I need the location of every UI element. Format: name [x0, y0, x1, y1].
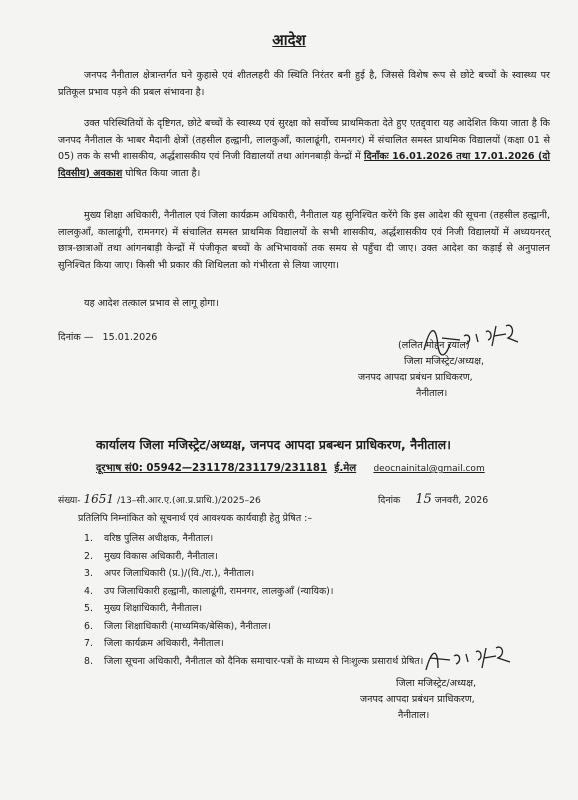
list-item: 5. मुख्य शिक्षाधिकारी, नैनीताल।: [84, 603, 203, 614]
order-paragraph-2: [58, 116, 550, 182]
email-address: deocnainital@gmail.com: [373, 464, 485, 474]
list-item: 2. मुख्य विकास अधिकारी, नैनीताल।: [84, 550, 218, 562]
list-item: 8. जिला सूचना अधिकारी, नैनीताल को दैनिक समाचार-पत्रों के माध्यम से निःशुल्क प्रसारार्थ प्रेषित।: [84, 655, 424, 667]
reference-handwritten-number: 1651: [83, 492, 115, 506]
order-date: [58, 330, 157, 343]
copy-to-line: प्रतिलिपि निम्नांकित को सूचनार्थ एवं आवश्यक कार्यवाही हेतु प्रेषित :–: [78, 513, 313, 524]
endorsement-signatory-designation: जिला मजिस्ट्रेट/अध्यक्ष,: [396, 678, 477, 689]
holiday-dates-emphasis: दिनाँकः 16.01.2026 तथा 17.01.2026 (दो दिवसीय) अवकाश: [58, 151, 550, 179]
order-date-label: दिनांक: [58, 332, 81, 343]
paragraph-2-end: घोषित किया जाता है।: [122, 167, 201, 179]
order-signature-block: [340, 338, 520, 402]
office-heading: कार्यालय जिला मजिस्ट्रेट/अध्यक्ष, जनपद आपदा प्रबन्धन प्राधिकरण, नैनीताल।: [96, 437, 452, 452]
contact-line: [96, 460, 485, 474]
list-item: 4. उप जिलाधिकारी हल्द्वानी, कालाढूंगी, रामनगर, लालकुआँ (न्यायिक)।: [84, 585, 334, 597]
order-paragraph-4: यह आदेश तत्काल प्रभाव से लागू होगा।: [84, 298, 219, 309]
list-item: 7. जिला कार्यक्रम अधिकारी, नैनीताल।: [84, 638, 224, 649]
endorsement-date: [378, 492, 488, 507]
endorsement-date-day: 15: [415, 492, 432, 507]
recipient-list: [84, 530, 423, 670]
reference-prefix: संख्या-: [58, 495, 81, 506]
paragraph-2-start: उक्त परिस्थितियों के दृष्टिगत, छोटे बच्चों के स्वास्थ्य एवं सुरक्षा को सर्वोच्च प्राथमिकता देते हुए एतद्द्वारा यह आदेशित किया जाता है कि जनपद नैनीताल के भाबर मैदानी क्षेत्रों (तहसील हल्द्वानी, लालकुआँ, कालाढूंगी, रामनगर) में संचालित समस्त प्राथमिक विद्यालयों (कक्षा 01 से 05) तक के सभी शासकीय, अर्द्धशासकीय एवं निजी विद्यालयों तथा आंगनबाड़ी केन्द्रों में: [58, 118, 550, 162]
signatory-place: नैनीताल।: [416, 388, 448, 399]
order-paragraph-1: जनपद नैनीताल क्षेत्रान्तर्गत घने कुहासे एवं शीतलहरी की स्थिति निरंतर बनी हुई है, जिससे विशेष रूप से छोटे बच्चों के स्वास्थ्य पर प्रतिकूल प्रभाव पड़ने की प्रबल संभावना है।: [58, 70, 550, 98]
list-item: 6. जिला शिक्षाधिकारी (माध्यमिक/बेसिक), नैनीताल।: [84, 620, 271, 632]
list-item: 1. वरिष्ठ पुलिस अधीक्षक, नैनीताल।: [84, 533, 214, 544]
reference-suffix: /13–सी.आर.ए.(आ.प्र.प्राधि.)/2025–26: [117, 495, 261, 506]
order-date-dash: —: [83, 332, 94, 343]
endorsement-signatory-authority: जनपद आपदा प्रबंधन प्राधिकरण,: [360, 694, 475, 705]
endorsement-date-label: दिनांक: [378, 495, 401, 506]
order-paragraph-3: मुख्य शिक्षा अधिकारी, नैनीताल एवं जिला कार्यक्रम अधिकारी, नैनीताल यह सुनिश्चित करेंगे कि इस आदेश की सूचना (तहसील हल्द्वानी, लालकुआँ, कालाढूंगी, रामनगर) में संचालित समस्त प्राथमिक विद्यालयों के सभी शासकीय, अर्द्धशासकीय एवं निजी विद्यालयों में अध्ययनरत् छात्र-छात्राओं तथा आंगनबाड़ी केन्द्रों में पंजीकृत बच्चों के अभिभावकों तक समय से पहुँचा दी जाए। उक्त आदेश का कड़ाई से अनुपालन सुनिश्चित किया जाए। किसी भी प्रकार की शिथिलता को गंभीरता से लिया जाएगा।: [58, 210, 550, 271]
email-label: ई.मेल: [334, 463, 357, 474]
endorsement-signatory-place: नैनीताल।: [398, 710, 430, 721]
endorsement-signature-block: [360, 676, 540, 724]
order-date-value: 15.01.2026: [102, 332, 158, 343]
signatory-name: (ललित मोहन रयाल): [398, 340, 470, 351]
endorsement-date-rest: जनवरी, 2026: [434, 495, 489, 506]
order-title: आदेश: [272, 31, 306, 49]
phone-numbers: दूरभाष सं0: 05942—231178/231179/231181: [96, 463, 328, 474]
signatory-designation: जिला मजिस्ट्रेट/अध्यक्ष,: [404, 356, 485, 367]
list-item: 3. अपर जिलाधिकारी (प्र.)/(वि./रा.), नैनीताल।: [84, 568, 255, 579]
reference-number: [58, 492, 261, 506]
signatory-authority: जनपद आपदा प्रबंधन प्राधिकरण,: [358, 372, 473, 383]
